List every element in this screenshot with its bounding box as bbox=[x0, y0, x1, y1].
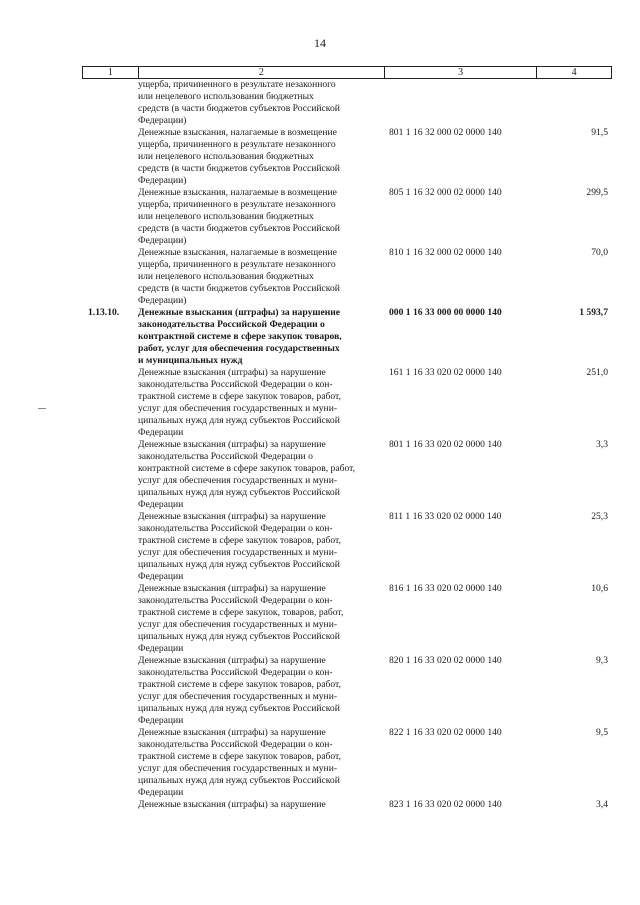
table-header bbox=[82, 66, 612, 79]
description-line: законодательства Российской Федерации о кон- bbox=[138, 739, 333, 750]
table-row bbox=[82, 655, 612, 727]
description-line: услуг для обеспечения государственных и муни- bbox=[138, 547, 338, 558]
row-code: 805 1 16 32 000 02 0000 140 bbox=[389, 187, 502, 198]
description-line: средств (в части бюджетов субъектов Российской bbox=[138, 103, 340, 114]
row-description bbox=[138, 307, 385, 367]
row-code: 823 1 16 33 020 02 0000 140 bbox=[389, 799, 502, 810]
row-code: 801 1 16 32 000 02 0000 140 bbox=[389, 127, 502, 138]
table-row bbox=[82, 511, 612, 583]
row-description bbox=[138, 79, 385, 127]
budget-table bbox=[82, 66, 612, 811]
row-number bbox=[82, 367, 138, 439]
description-line: средств (в части бюджетов субъектов Российской bbox=[138, 163, 340, 174]
description-line: контрактной системе в сфере закупок товаров, bbox=[138, 331, 342, 342]
table-row bbox=[82, 127, 612, 187]
header-cell-1: 1 bbox=[83, 67, 139, 78]
row-code: 816 1 16 33 020 02 0000 140 bbox=[389, 583, 502, 594]
row-number bbox=[82, 655, 138, 727]
description-line: Федерации) bbox=[138, 235, 187, 246]
description-line: Денежные взыскания (штрафы) за нарушение bbox=[138, 439, 326, 450]
row-description bbox=[138, 247, 385, 307]
row-number bbox=[82, 727, 138, 799]
description-line: или нецелевого использования бюджетных bbox=[138, 91, 314, 102]
description-line: ущерба, причиненного в результате незаконного bbox=[138, 139, 336, 150]
description-line: Денежные взыскания (штрафы) за нарушение bbox=[138, 367, 326, 378]
row-description bbox=[138, 367, 385, 439]
row-amount: 3,4 bbox=[596, 799, 608, 810]
description-line: законодательства Российской Федерации о кон- bbox=[138, 595, 333, 606]
row-amount: 299,5 bbox=[586, 187, 608, 198]
row-description bbox=[138, 727, 385, 799]
description-line: Федерации bbox=[138, 499, 184, 510]
table-row bbox=[82, 439, 612, 511]
row-number bbox=[82, 187, 138, 247]
description-line: законодательства Российской Федерации о bbox=[138, 319, 325, 330]
description-line: ципальных нужд для нужд субъектов Российской bbox=[138, 487, 340, 498]
description-line: Денежные взыскания (штрафы) за нарушение bbox=[138, 511, 326, 522]
row-code: 820 1 16 33 020 02 0000 140 bbox=[389, 655, 502, 666]
row-code: 161 1 16 33 020 02 0000 140 bbox=[389, 367, 502, 378]
row-number bbox=[82, 799, 138, 811]
description-line: трактной системе в сфере закупок товаров, работ, bbox=[138, 535, 341, 546]
description-line: ципальных нужд для нужд субъектов Российской bbox=[138, 775, 340, 786]
row-amount: 70,0 bbox=[591, 247, 608, 258]
description-line: трактной системе в сфере закупок товаров, работ, bbox=[138, 751, 341, 762]
description-line: или нецелевого использования бюджетных bbox=[138, 211, 314, 222]
description-line: или нецелевого использования бюджетных bbox=[138, 151, 314, 162]
table-row bbox=[82, 79, 612, 127]
table-body bbox=[82, 79, 612, 811]
row-number bbox=[82, 79, 138, 127]
description-line: Федерации) bbox=[138, 175, 187, 186]
row-amount: 251,0 bbox=[586, 367, 608, 378]
description-line: услуг для обеспечения государственных и муни- bbox=[138, 763, 338, 774]
description-line: Федерации bbox=[138, 643, 184, 654]
description-line: Денежные взыскания (штрафы) за нарушение bbox=[138, 727, 326, 738]
description-line: Денежные взыскания (штрафы) за нарушение bbox=[138, 799, 326, 810]
row-description bbox=[138, 439, 385, 511]
header-cell-4: 4 bbox=[571, 67, 577, 78]
description-line: Федерации) bbox=[138, 115, 187, 126]
description-line: Федерации) bbox=[138, 295, 187, 306]
description-line: Денежные взыскания (штрафы) за нарушение bbox=[138, 307, 341, 318]
row-code bbox=[385, 79, 538, 127]
row-amount: 91,5 bbox=[591, 127, 608, 138]
row-amount: 10,6 bbox=[591, 583, 608, 594]
description-line: ущерба, причиненного в результате незаконного bbox=[138, 259, 336, 270]
description-line: Денежные взыскания, налагаемые в возмещение bbox=[138, 127, 337, 138]
row-code: 801 1 16 33 020 02 0000 140 bbox=[389, 439, 502, 450]
row-number bbox=[82, 583, 138, 655]
description-line: средств (в части бюджетов субъектов Российской bbox=[138, 283, 340, 294]
description-line: законодательства Российской Федерации о кон- bbox=[138, 667, 333, 678]
description-line: ципальных нужд для нужд субъектов Российской bbox=[138, 415, 340, 426]
description-line: ущерба, причиненного в результате незаконного bbox=[138, 199, 336, 210]
row-description bbox=[138, 799, 385, 811]
table-row bbox=[82, 727, 612, 799]
row-amount bbox=[538, 79, 612, 127]
row-number: 1.13.10. bbox=[88, 307, 120, 318]
description-line: Денежные взыскания (штрафы) за нарушение bbox=[138, 583, 326, 594]
description-line: и муниципальных нужд bbox=[138, 355, 243, 366]
description-line: Федерации bbox=[138, 787, 184, 798]
description-line: Федерации bbox=[138, 571, 184, 582]
row-amount: 25,3 bbox=[591, 511, 608, 522]
table-row bbox=[82, 247, 612, 307]
description-line: услуг для обеспечения государственных и муни- bbox=[138, 403, 338, 414]
description-line: Денежные взыскания, налагаемые в возмещение bbox=[138, 247, 337, 258]
description-line: трактной системе в сфере закупок товаров, работ, bbox=[138, 391, 341, 402]
row-description bbox=[138, 511, 385, 583]
row-amount: 1 593,7 bbox=[579, 307, 608, 318]
header-cell-3: 3 bbox=[385, 67, 537, 78]
table-row bbox=[82, 367, 612, 439]
row-code: 810 1 16 32 000 02 0000 140 bbox=[389, 247, 502, 258]
header-cell-2: 2 bbox=[139, 67, 385, 78]
row-code: 000 1 16 33 000 00 0000 140 bbox=[389, 307, 502, 318]
row-number bbox=[82, 127, 138, 187]
description-line: средств (в части бюджетов субъектов Российской bbox=[138, 223, 340, 234]
description-line: законодательства Российской Федерации о кон- bbox=[138, 523, 333, 534]
row-amount: 9,3 bbox=[596, 655, 608, 666]
table-row bbox=[82, 583, 612, 655]
row-description bbox=[138, 655, 385, 727]
description-line: услуг для обеспечения государственных и муни- bbox=[138, 619, 338, 630]
row-description bbox=[138, 127, 385, 187]
row-description bbox=[138, 583, 385, 655]
description-line: законодательства Российской Федерации о кон- bbox=[138, 379, 333, 390]
row-number bbox=[82, 511, 138, 583]
description-line: трактной системе в сфере закупок товаров, работ, bbox=[138, 679, 341, 690]
description-line: ципальных нужд для нужд субъектов Российской bbox=[138, 559, 340, 570]
description-line: ципальных нужд для нужд субъектов Российской bbox=[138, 631, 340, 642]
table-row bbox=[82, 307, 612, 367]
description-line: услуг для обеспечения государственных и муни- bbox=[138, 691, 338, 702]
row-number bbox=[82, 247, 138, 307]
row-number bbox=[82, 439, 138, 511]
row-code: 822 1 16 33 020 02 0000 140 bbox=[389, 727, 502, 738]
description-line: трактной системе в сфере закупок, товаров, работ, bbox=[138, 607, 344, 618]
description-line: Федерации bbox=[138, 715, 184, 726]
table-row bbox=[82, 799, 612, 811]
description-line: Денежные взыскания (штрафы) за нарушение bbox=[138, 655, 326, 666]
description-line: ципальных нужд для нужд субъектов Российской bbox=[138, 703, 340, 714]
description-line: Денежные взыскания, налагаемые в возмещение bbox=[138, 187, 337, 198]
description-line: или нецелевого использования бюджетных bbox=[138, 271, 314, 282]
row-amount: 9,5 bbox=[596, 727, 608, 738]
row-description bbox=[138, 187, 385, 247]
description-line: законодательства Российской Федерации о bbox=[138, 451, 313, 462]
description-line: контрактной системе в сфере закупок товаров, работ, bbox=[138, 463, 356, 474]
description-line: ущерба, причиненного в результате незаконного bbox=[138, 79, 336, 90]
row-amount: 3,3 bbox=[596, 439, 608, 450]
table-row bbox=[82, 187, 612, 247]
margin-mark bbox=[38, 408, 46, 409]
page-number: 14 bbox=[314, 36, 326, 50]
description-line: услуг для обеспечения государственных и муни- bbox=[138, 475, 338, 486]
row-code: 811 1 16 33 020 02 0000 140 bbox=[389, 511, 502, 522]
description-line: Федерации bbox=[138, 427, 184, 438]
description-line: работ, услуг для обеспечения государственных bbox=[138, 343, 340, 354]
